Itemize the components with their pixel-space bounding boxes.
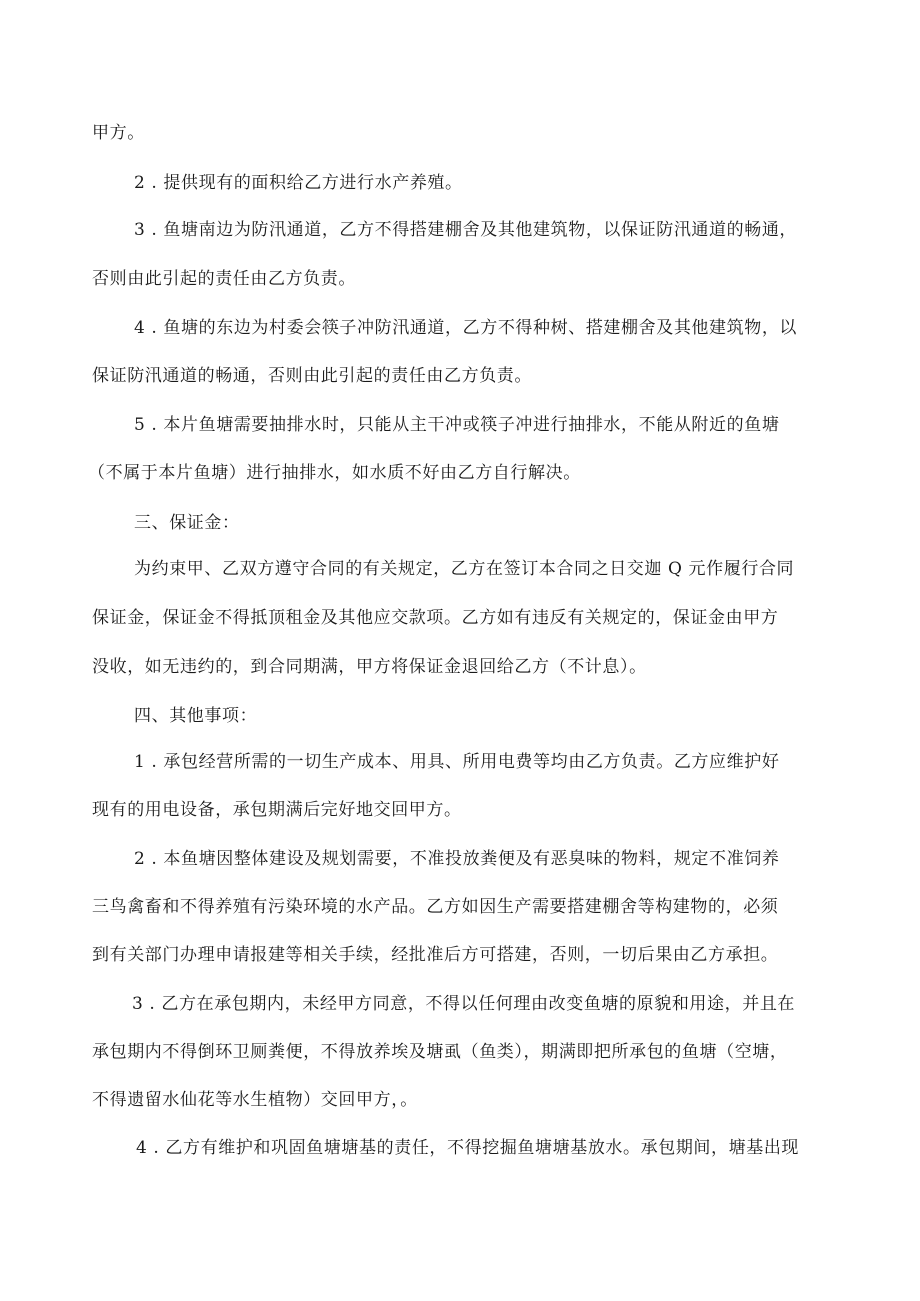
- text-line: 甲方。: [92, 123, 145, 143]
- text-line: 没收，如无违约的，到合同期满，甲方将保证金退回给乙方（不计息）。: [92, 657, 647, 677]
- text-line: 1 . 承包经营所需的一切生产成本、用具、所用电费等均由乙方负责。乙方应维护好: [134, 752, 780, 772]
- text-line: 保证金，保证金不得抵顶租金及其他应交款项。乙方如有违反有关规定的，保证金由甲方: [92, 608, 779, 628]
- section-heading: 三、保证金：: [134, 513, 240, 533]
- text-line: 不得遗留水仙花等水生植物）交回甲方，。: [92, 1090, 418, 1110]
- text-line: 4 . 乙方有维护和巩固鱼塘塘基的责任，不得挖掘鱼塘塘基放水。承包期间，塘基出现: [136, 1138, 800, 1158]
- text-line: 承包期内不得倒环卫厕粪便，不得放养埃及塘虱（鱼类），期满即把所承包的鱼塘（空塘，: [92, 1042, 788, 1062]
- text-line: 2 . 本鱼塘因整体建设及规划需要，不准投放粪便及有恶臭味的物料，规定不准饲养: [134, 849, 780, 869]
- text-line: 3 . 鱼塘南边为防汛通道，乙方不得搭建棚舍及其他建筑物，以保证防汛通道的畅通，: [134, 220, 798, 240]
- text-line: 4 . 鱼塘的东边为村委会筷子冲防汛通道，乙方不得种树、搭建棚舍及其他建筑物，以: [134, 318, 798, 338]
- text-line: （不属于本片鱼塘）进行抽排水，如水质不好由乙方自行解决。: [88, 463, 581, 483]
- text-line: 三鸟禽畜和不得养殖有污染环境的水产品。乙方如因生产需要搭建棚舍等构建物的，必须: [92, 897, 779, 917]
- section-heading: 四、其他事项：: [134, 706, 258, 726]
- text-line: 否则由此引起的责任由乙方负责。: [92, 269, 356, 289]
- text-line: 现有的用电设备，承包期满后完好地交回甲方。: [92, 800, 462, 820]
- text-line: 2 . 提供现有的面积给乙方进行水产养殖。: [134, 173, 463, 193]
- text-line: 为约束甲、乙双方遵守合同的有关规定，乙方在签订本合同之日交迦 Q 元作履行合同: [134, 559, 795, 579]
- text-line: 5 . 本片鱼塘需要抽排水时，只能从主干冲或筷子冲进行抽排水，不能从附近的鱼塘: [134, 415, 780, 435]
- text-line: 到有关部门办理申请报建等相关手续，经批准后方可搭建，否则，一切后果由乙方承担。: [92, 945, 779, 965]
- text-line: 3 . 乙方在承包期内，未经甲方同意，不得以任何理由改变鱼塘的原貌和用途，并且在: [132, 994, 796, 1014]
- text-line: 保证防汛通道的畅通，否则由此引起的责任由乙方负责。: [92, 366, 532, 386]
